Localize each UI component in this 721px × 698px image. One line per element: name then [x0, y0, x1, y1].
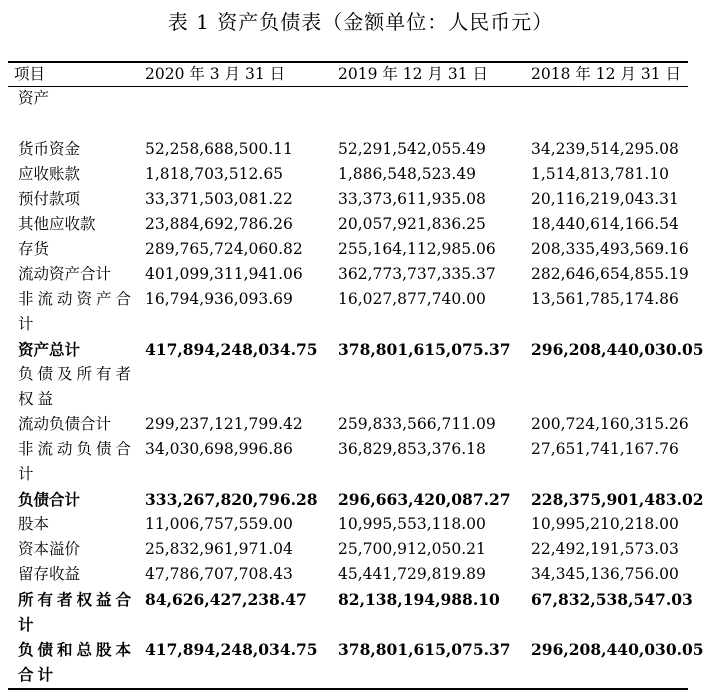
- row-value: 401,099,311,941.06: [145, 265, 303, 283]
- row-value: 1,514,813,781.10: [531, 165, 670, 183]
- table-title: 表 1 资产负债表（金额单位：人民币元）: [167, 10, 554, 34]
- row-value: [531, 362, 688, 412]
- table-row: [8, 237, 688, 262]
- row-label: 负债合计: [18, 490, 81, 509]
- row-label: 非流动负债合计: [18, 440, 136, 483]
- row-value: 67,832,538,547.03: [531, 590, 693, 609]
- table-row: [8, 287, 688, 337]
- table-body: [8, 86, 704, 687]
- balance-sheet-table: [8, 62, 704, 687]
- column-header-2018: 2018 年 12 月 31 日: [531, 65, 682, 83]
- row-value: 20,057,921,836.25: [338, 215, 486, 233]
- row-value: [338, 86, 531, 111]
- table-row: [8, 137, 688, 162]
- row-label: 股本: [18, 515, 50, 533]
- table-row: [8, 637, 688, 687]
- row-value: 208,335,493,569.16: [531, 240, 689, 258]
- row-value: 296,663,420,087.27: [338, 490, 511, 509]
- row-value: 333,267,820,796.28: [145, 490, 318, 509]
- row-value: 282,646,654,855.19: [531, 265, 689, 283]
- row-label: 负债及所有者权益: [18, 365, 136, 408]
- row-value: 10,995,553,118.00: [338, 515, 486, 533]
- table-row: [8, 337, 688, 362]
- row-label: 应收账款: [18, 165, 81, 183]
- row-value: 1,818,703,512.65: [145, 165, 284, 183]
- table-row: [8, 587, 688, 637]
- row-label: 存货: [18, 240, 50, 258]
- row-label: 留存收益: [18, 565, 81, 583]
- row-value: 18,440,614,166.54: [531, 215, 679, 233]
- row-value: 259,833,566,711.09: [338, 415, 496, 433]
- table-row: [8, 562, 688, 587]
- row-value: 45,441,729,819.89: [338, 565, 486, 583]
- row-value: 22,492,191,573.03: [531, 540, 679, 558]
- table-row: [8, 512, 688, 537]
- row-value: 378,801,615,075.37: [338, 340, 511, 359]
- row-value: 27,651,741,167.76: [531, 440, 679, 458]
- row-value: 10,995,210,218.00: [531, 515, 679, 533]
- row-value: 23,884,692,786.26: [145, 215, 293, 233]
- row-value: 47,786,707,708.43: [145, 565, 293, 583]
- table-row: [8, 212, 688, 237]
- bottom-rule: [8, 688, 688, 690]
- row-value: [338, 362, 531, 412]
- row-label: 预付款项: [18, 190, 81, 208]
- row-label: 资本溢价: [18, 540, 81, 558]
- row-value: 33,371,503,081.22: [145, 190, 293, 208]
- table-row: [8, 162, 688, 187]
- row-value: 34,239,514,295.08: [531, 140, 679, 158]
- row-value: 82,138,194,988.10: [338, 590, 500, 609]
- row-value: 16,027,877,740.00: [338, 290, 486, 308]
- table-row: [8, 187, 688, 212]
- row-value: 84,626,427,238.47: [145, 590, 307, 609]
- row-value: 255,164,112,985.06: [338, 240, 496, 258]
- row-value: [145, 362, 338, 412]
- row-value: 378,801,615,075.37: [338, 640, 511, 659]
- row-value: 296,208,440,030.05: [531, 640, 704, 659]
- row-value: 33,373,611,935.08: [338, 190, 486, 208]
- table-row: [8, 362, 688, 412]
- table-row: [8, 487, 688, 512]
- row-label: 非流动资产合计: [18, 290, 136, 333]
- row-label: 资产总计: [18, 340, 81, 359]
- row-value: 200,724,160,315.26: [531, 415, 689, 433]
- row-value: 16,794,936,093.69: [145, 290, 293, 308]
- row-value: 362,773,737,335.37: [338, 265, 496, 283]
- column-header-2019: 2019 年 12 月 31 日: [338, 65, 489, 83]
- table-row: [8, 412, 688, 437]
- row-value: 296,208,440,030.05: [531, 340, 704, 359]
- row-value: [145, 86, 338, 111]
- column-header-2020q1: 2020 年 3 月 31 日: [145, 65, 286, 83]
- row-label: 货币资金: [18, 140, 81, 158]
- table-row: [8, 262, 688, 287]
- row-label: 流动负债合计: [18, 415, 112, 433]
- column-header-item: 项目: [14, 65, 46, 83]
- row-value: 34,030,698,996.86: [145, 440, 293, 458]
- row-value: 11,006,757,559.00: [145, 515, 293, 533]
- row-value: 228,375,901,483.02: [531, 490, 704, 509]
- row-label: 所有者权益合计: [18, 590, 136, 634]
- row-label: 流动资产合计: [18, 265, 112, 283]
- row-value: 52,291,542,055.49: [338, 140, 486, 158]
- row-label: 其他应收款: [18, 215, 96, 233]
- row-value: 25,700,912,050.21: [338, 540, 486, 558]
- row-label: 负债和总股本合计: [18, 640, 136, 684]
- row-value: 289,765,724,060.82: [145, 240, 303, 258]
- row-value: 20,116,219,043.31: [531, 190, 679, 208]
- row-value: 25,832,961,971.04: [145, 540, 293, 558]
- spacer-row: [8, 111, 688, 137]
- row-value: 36,829,853,376.18: [338, 440, 486, 458]
- row-label: 资产: [18, 89, 50, 107]
- row-value: 417,894,248,034.75: [145, 340, 318, 359]
- row-value: 13,561,785,174.86: [531, 290, 679, 308]
- row-value: 417,894,248,034.75: [145, 640, 318, 659]
- table-row: [8, 437, 688, 487]
- table-row: [8, 537, 688, 562]
- row-value: 299,237,121,799.42: [145, 415, 303, 433]
- row-value: [531, 86, 688, 111]
- table-row: [8, 86, 688, 111]
- header-row: [8, 62, 688, 86]
- row-value: 52,258,688,500.11: [145, 140, 293, 158]
- row-value: 34,345,136,756.00: [531, 565, 679, 583]
- row-value: 1,886,548,523.49: [338, 165, 477, 183]
